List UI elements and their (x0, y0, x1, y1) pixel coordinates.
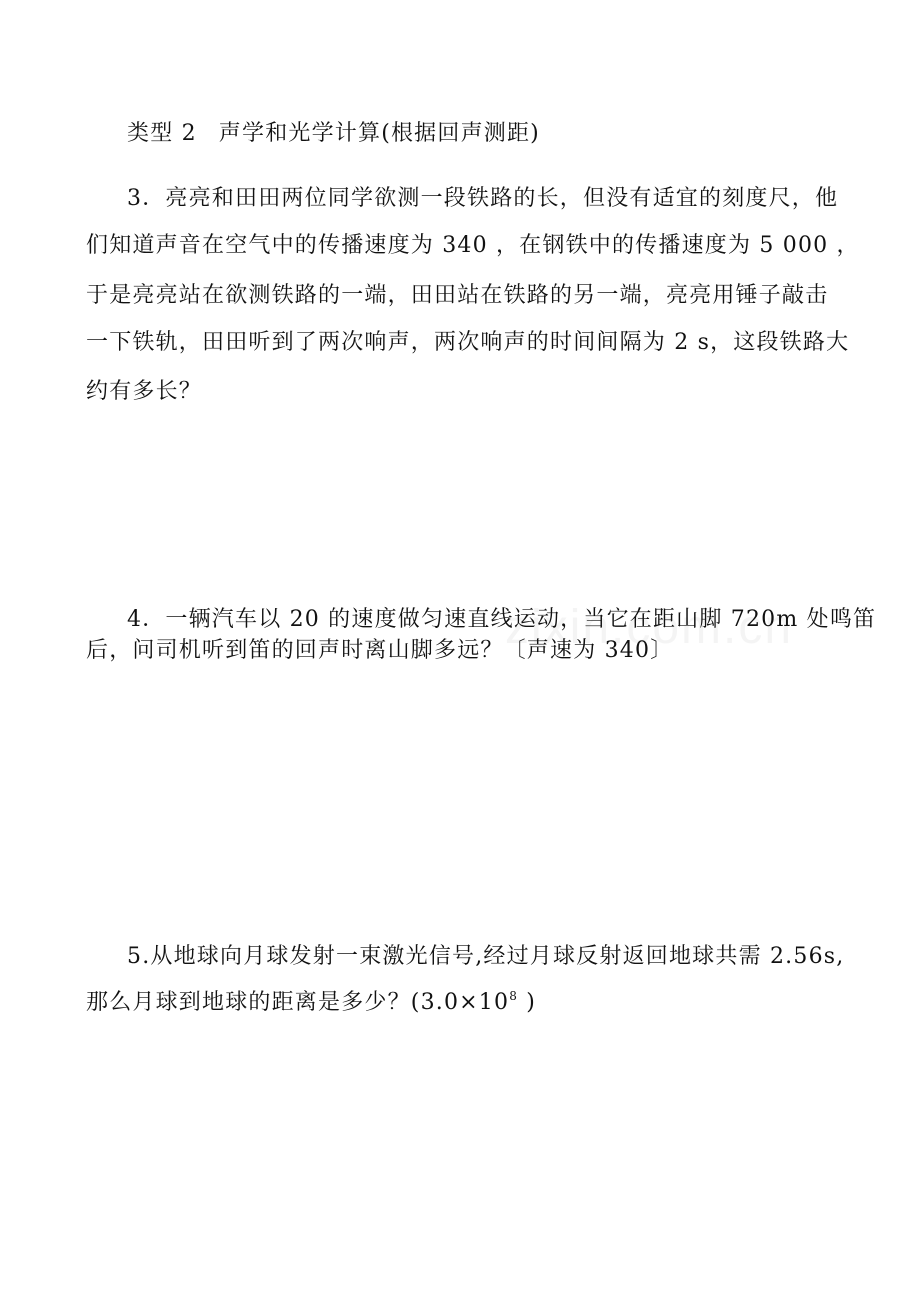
problem-5-line-2-text: 那么月球到地球的距离是多少？(3.0×10 (86, 990, 510, 1015)
problem-3-line-5: 约有多长？ (86, 379, 203, 404)
problem-5-line-1: 5.从地球向月球发射一束激光信号,经过月球反射返回地球共需 2.56s, (127, 944, 845, 969)
problem-3-line-2: 们知道声音在空气中的传播速度为 340 ，在钢铁中的传播速度为 5 000 ， (86, 233, 860, 258)
section-heading (127, 119, 540, 149)
exponent: 8 (509, 989, 519, 1003)
problem-4-line-2: 后，问司机听到笛的回声时离山脚多远？〔声速为 340〕 (86, 638, 674, 663)
problem-3-line-3: 于是亮亮站在欲测铁路的一端，田田站在铁路的另一端，亮亮用锤子敲击 (86, 283, 829, 308)
watermark-text (505, 600, 793, 655)
section-title: 声学和光学计算(根据回声测距) (218, 121, 540, 146)
problem-5-line-2 (86, 988, 536, 1018)
problem-4-line-1: 4．一辆汽车以 20 的速度做匀速直线运动，当它在距山脚 720m 处鸣笛 (127, 607, 877, 632)
problem-3-line-4: 一下铁轨，田田听到了两次响声，两次响声的时间间隔为 2 s，这段铁路大 (86, 330, 850, 355)
problem-3-line-1: 3．亮亮和田田两位同学欲测一段铁路的长，但没有适宜的刻度尺，他 (127, 186, 839, 211)
section-type-label: 类型 2 (127, 121, 197, 146)
problem-5-line-2-tail: ) (518, 990, 537, 1015)
